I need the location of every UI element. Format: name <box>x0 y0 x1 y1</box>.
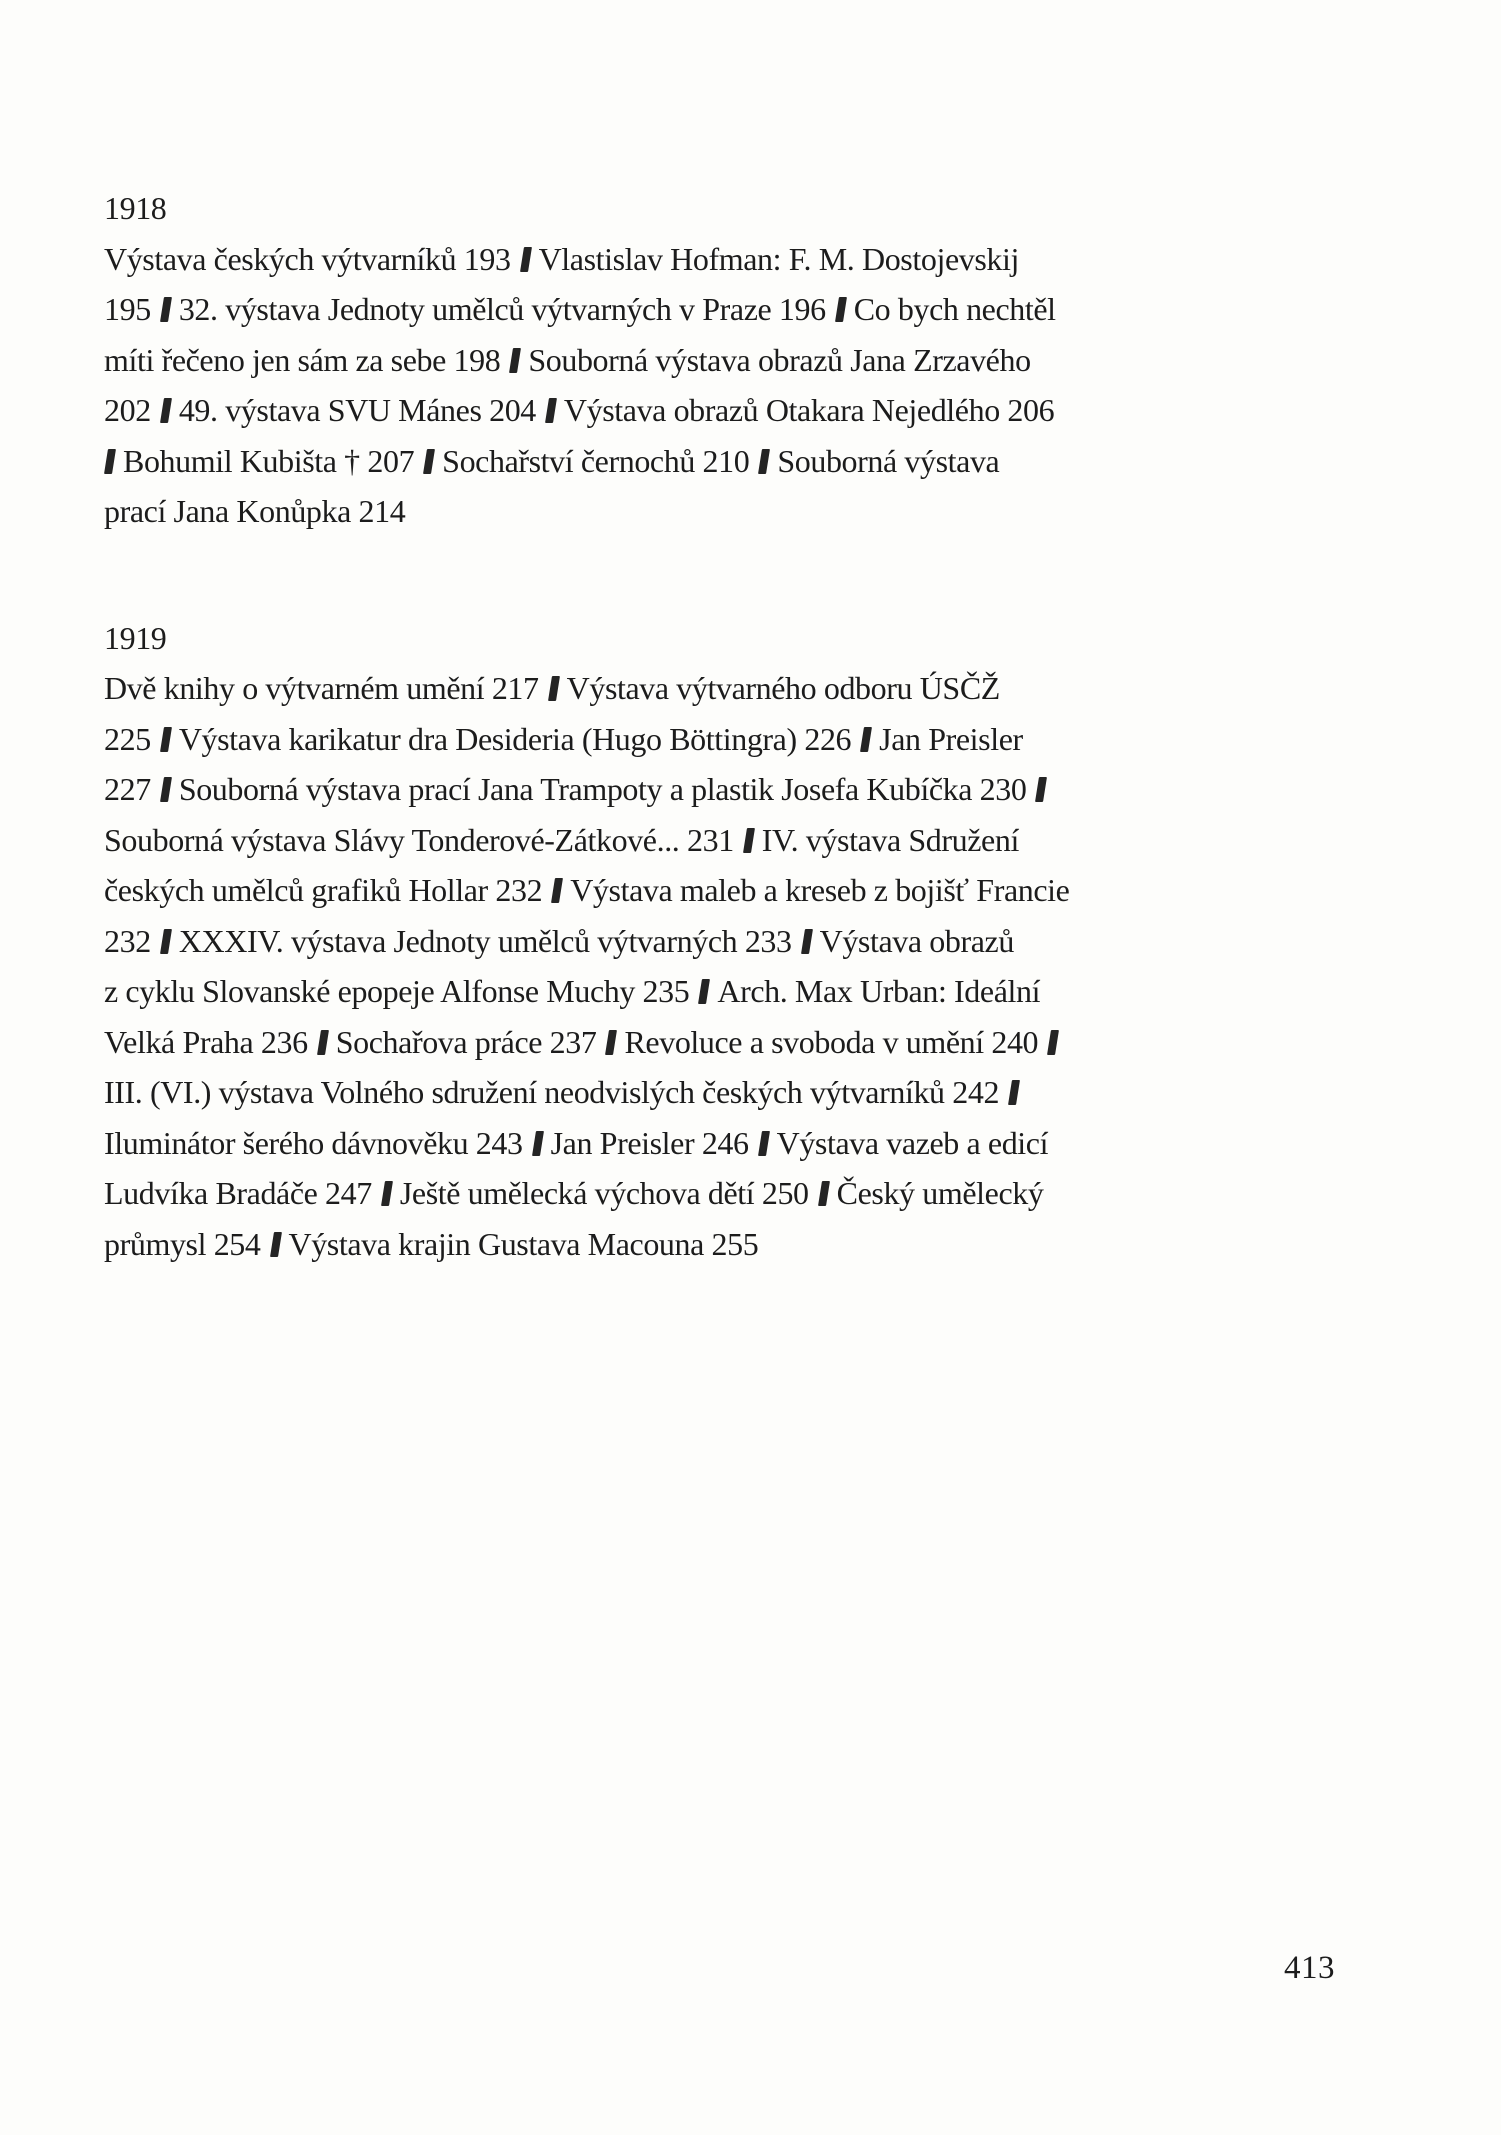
separator-bar-icon <box>270 1232 282 1257</box>
toc-entry-text: Výstava obrazů <box>819 922 1014 959</box>
separator-bar-icon <box>160 777 172 802</box>
separator-bar-icon <box>160 297 172 322</box>
separator-bar-icon <box>1008 1080 1020 1105</box>
toc-line <box>104 234 1064 285</box>
separator-bar-icon <box>758 1131 770 1156</box>
toc-entry-text: Výstava karikatur dra Desideria (Hugo Böttingra) 226 <box>178 720 852 757</box>
toc-entry-text: průmysl 254 <box>104 1225 261 1262</box>
separator-bar-icon <box>818 1181 830 1206</box>
separator-bar-icon <box>381 1181 393 1206</box>
toc-line <box>104 385 1064 436</box>
toc-entry-text: 49. výstava SVU Mánes 204 <box>178 392 536 428</box>
toc-entry-text: Souborná výstava prací Jana Trampoty a plastik Josefa Kubíčka 230 <box>178 771 1027 807</box>
toc-entry-text: 195 <box>104 291 151 327</box>
separator-bar-icon <box>423 449 435 474</box>
toc-entry-text: Ludvíka Bradáče 247 <box>104 1175 372 1211</box>
toc-entry-text: Výstava krajin Gustava Macouna 255 <box>288 1225 759 1262</box>
separator-bar-icon <box>860 727 872 752</box>
toc-entry-text: prací Jana Konůpka 214 <box>104 493 406 529</box>
separator-bar-icon <box>160 727 172 752</box>
separator-bar-icon <box>509 348 521 373</box>
separator-bar-icon <box>551 878 563 903</box>
toc-entry-text: Výstava maleb a kreseb z bojišť Francie <box>570 872 1070 908</box>
toc-entry-text: Souborná výstava obrazů Jana Zrzavého <box>528 341 1031 378</box>
toc-line <box>104 335 1064 386</box>
separator-bar-icon <box>104 449 116 474</box>
separator-bar-icon <box>532 1131 544 1156</box>
toc-entry-text: z cyklu Slovanské epopeje Alfonse Muchy 235 <box>104 973 690 1009</box>
separator-bar-icon <box>758 449 770 474</box>
toc-entry-text: 32. výstava Jednoty umělců výtvarných v Praze 196 <box>178 291 826 327</box>
toc-section <box>104 613 1070 1270</box>
toc-entry-text: 225 <box>104 720 151 757</box>
year-heading: 1919 <box>104 619 167 656</box>
toc-line <box>104 966 1064 1017</box>
toc-entry-text: 227 <box>104 771 151 807</box>
separator-bar-icon <box>545 398 557 423</box>
separator-bar-icon <box>605 1030 617 1055</box>
toc-entry-text: Souborná výstava Slávy Tonderové-Zátkové... 231 <box>104 821 734 858</box>
toc-entry-text: Revoluce a svoboda v umění 240 <box>624 1023 1039 1060</box>
toc-line <box>104 663 1064 714</box>
toc-entry-text: Jan Preisler 246 <box>550 1124 749 1161</box>
toc-line <box>104 916 1064 967</box>
year-heading: 1918 <box>104 190 167 226</box>
separator-bar-icon <box>835 297 847 322</box>
separator-bar-icon <box>801 929 813 954</box>
toc-entry-text: Výstava vazeb a edicí <box>776 1124 1049 1161</box>
toc-entry-text: Výstava obrazů Otakara Nejedlého 206 <box>563 392 1055 428</box>
toc-sections <box>104 183 1070 1269</box>
toc-line <box>104 714 1064 765</box>
toc-entry-text: Dvě knihy o výtvarném umění 217 <box>104 670 539 706</box>
toc-line <box>104 486 1064 537</box>
toc-entry-text: 202 <box>104 392 151 428</box>
toc-line <box>104 764 1064 815</box>
toc-entry-text: Ještě umělecká výchova dětí 250 <box>399 1175 809 1211</box>
page-number: 413 <box>1284 1950 1335 1986</box>
toc-entry-text: Arch. Max Urban: Ideální <box>717 973 1041 1009</box>
toc-entry-text: míti řečeno jen sám za sebe 198 <box>104 341 501 378</box>
toc-line <box>104 865 1070 916</box>
toc-line <box>104 436 1064 487</box>
toc-line <box>104 1168 1064 1219</box>
toc-entry-text: Iluminátor šerého dávnověku 243 <box>104 1124 523 1161</box>
toc-line <box>104 815 1064 866</box>
toc-entry-text: Sochařství černochů 210 <box>442 442 750 479</box>
separator-bar-icon <box>698 979 710 1004</box>
toc-line <box>104 1219 1064 1270</box>
toc-line <box>104 1017 1064 1068</box>
toc-entry-text: III. (VI.) výstava Volného sdružení neodvislých českých výtvarníků 242 <box>104 1074 1000 1110</box>
toc-line <box>104 1118 1064 1169</box>
separator-bar-icon <box>160 398 172 423</box>
toc-line <box>104 284 1064 335</box>
toc-entry-text: Český umělecký <box>836 1175 1044 1211</box>
separator-bar-icon <box>520 247 532 272</box>
toc-entry-text: českých umělců grafiků Hollar 232 <box>104 872 543 908</box>
toc-entry-text: Výstava českých výtvarníků 193 <box>104 240 511 277</box>
separator-bar-icon <box>743 828 755 853</box>
toc-entry-text: XXXIV. výstava Jednoty umělců výtvarných 233 <box>178 922 792 959</box>
toc-entry-text: Souborná výstava <box>777 442 1000 479</box>
toc-line <box>104 1067 1064 1118</box>
separator-bar-icon <box>1035 777 1047 802</box>
toc-entry-text: Velká Praha 236 <box>104 1023 308 1060</box>
toc-entry-text: 232 <box>104 922 151 959</box>
separator-bar-icon <box>1047 1030 1059 1055</box>
toc-entry-text: Jan Preisler <box>879 720 1023 757</box>
separator-bar-icon <box>548 676 560 701</box>
separator-bar-icon <box>160 929 172 954</box>
toc-entry-text: Co bych nechtěl <box>853 291 1056 327</box>
toc-entry-text: Bohumil Kubišta † 207 <box>123 442 415 479</box>
toc-entry-text: Sochařova práce 237 <box>335 1023 597 1060</box>
separator-bar-icon <box>317 1030 329 1055</box>
toc-entry-text: Vlastislav Hofman: F. M. Dostojevskij <box>538 240 1019 277</box>
toc-section <box>104 183 1064 537</box>
toc-entry-text: IV. výstava Sdružení <box>761 821 1019 858</box>
toc-entry-text: Výstava výtvarného odboru ÚSČŽ <box>566 670 1000 706</box>
